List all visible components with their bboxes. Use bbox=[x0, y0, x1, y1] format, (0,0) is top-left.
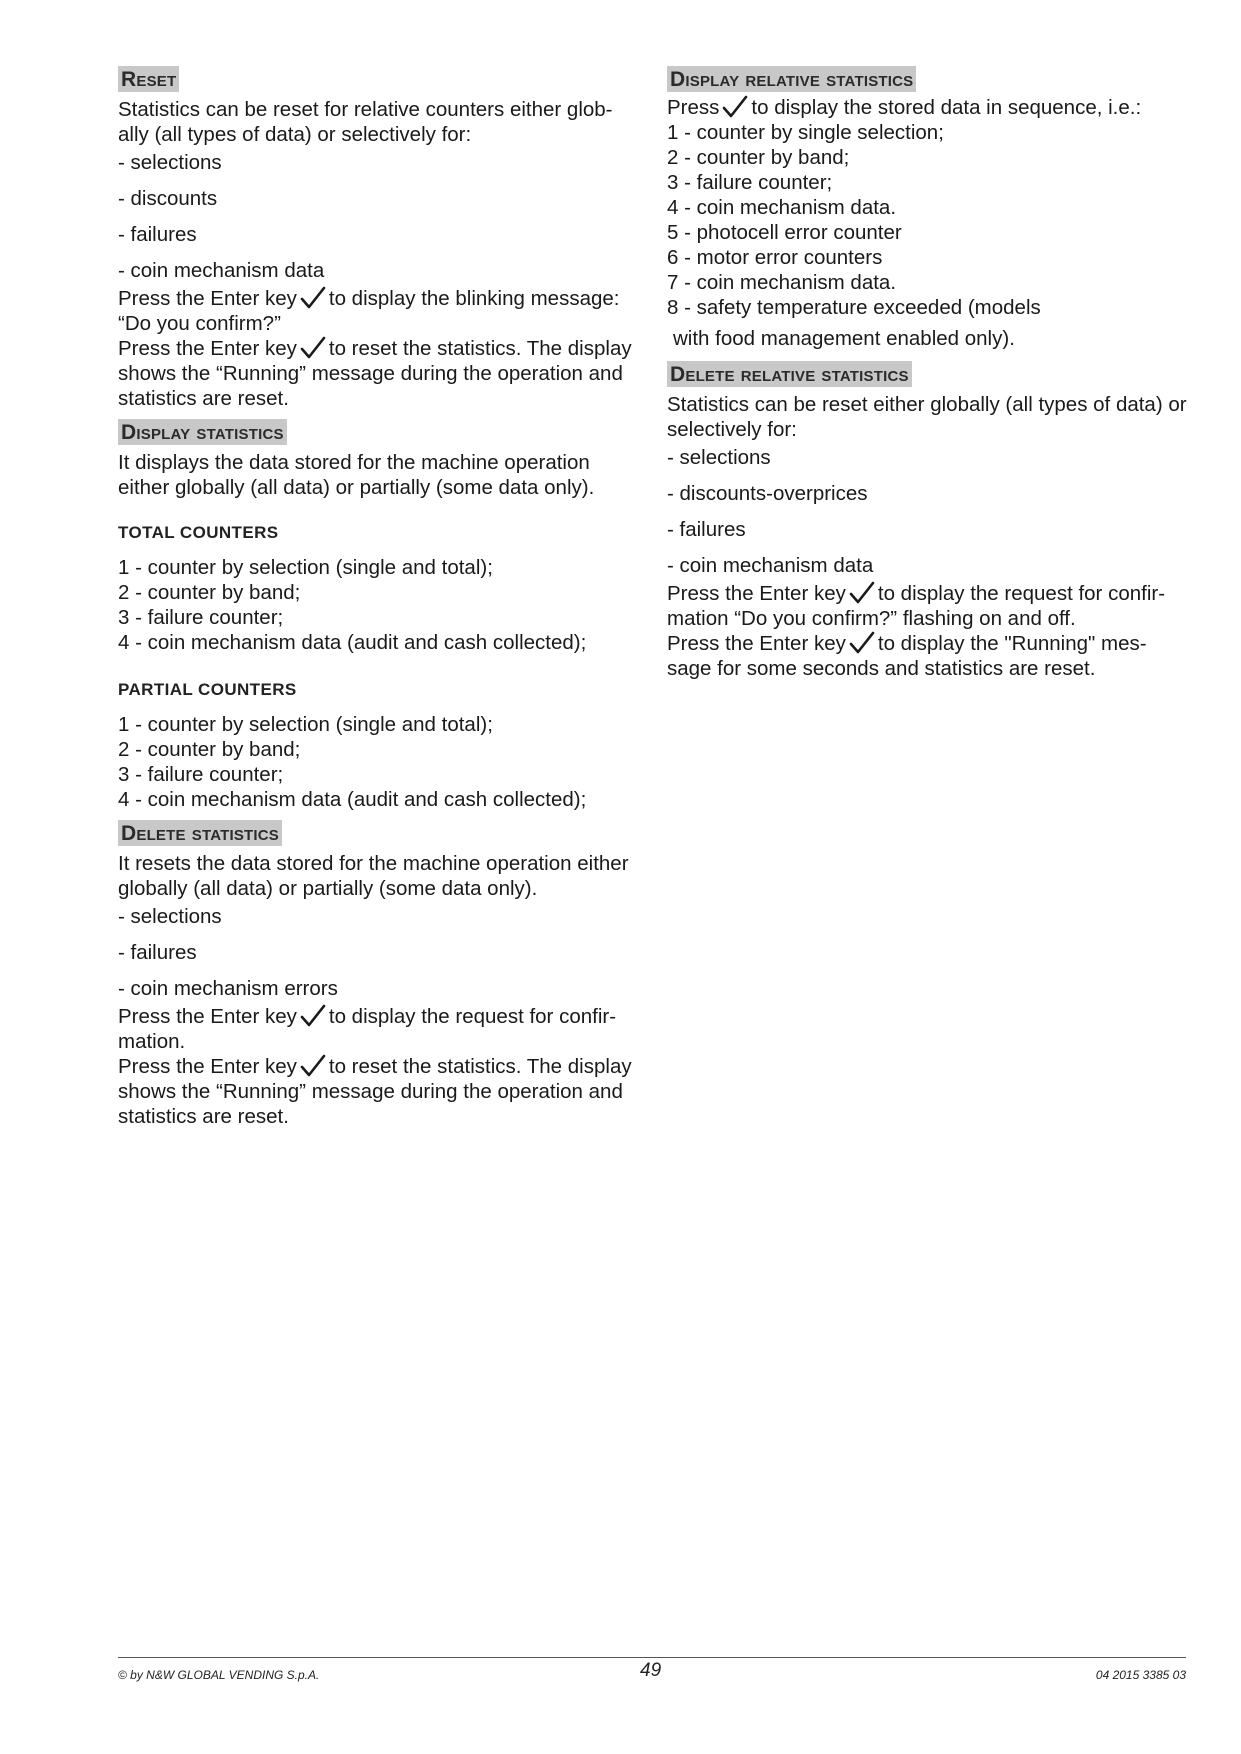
display-intro: It displays the data stored for the machine operation either globally (all data) or partially (some data only). bbox=[118, 451, 595, 499]
list-item: 3 - failure counter; bbox=[667, 171, 833, 194]
delete-relative-confirm-paragraph bbox=[667, 581, 1187, 631]
checkmark-icon bbox=[722, 95, 748, 119]
reset-run-paragraph bbox=[118, 336, 638, 411]
text: to reset the statistics. The display shows the “Running” message during the operation and statistics are reset. bbox=[118, 337, 632, 410]
text: to display the request for confir-mation “Do you confirm?” flashing on and off. bbox=[667, 582, 1166, 630]
list-item: - discounts-overprices bbox=[667, 482, 868, 505]
text: to display the stored data in sequence, i.e.: bbox=[751, 96, 1142, 119]
list-item: 7 - coin mechanism data. bbox=[667, 271, 897, 294]
delete-confirm-paragraph bbox=[118, 1004, 638, 1054]
list-item: - failures bbox=[667, 518, 746, 541]
list-item: - selections bbox=[667, 446, 771, 469]
list-item: - coin mechanism data bbox=[667, 554, 874, 577]
text: to display the blinking message: “Do you confirm?” bbox=[118, 287, 620, 335]
list-item: 1 - counter by selection (single and total); bbox=[118, 556, 493, 579]
list-item: 4 - coin mechanism data (audit and cash collected); bbox=[118, 788, 587, 811]
list-item: 6 - motor error counters bbox=[667, 246, 883, 269]
list-item: - selections bbox=[118, 151, 222, 174]
delete-relative-running-paragraph bbox=[667, 631, 1187, 681]
delete-statistics-heading: Delete statistics bbox=[118, 820, 282, 846]
list-item: 8 - safety temperature exceeded (models bbox=[667, 296, 1041, 319]
text: Press the Enter key bbox=[118, 287, 297, 310]
list-item: 3 - failure counter; bbox=[118, 763, 284, 786]
reset-intro: Statistics can be reset for relative counters either glob-ally (all types of data) or selectively for: bbox=[118, 98, 613, 146]
text: to display the request for confir-mation. bbox=[118, 1005, 617, 1053]
list-item: - failures bbox=[118, 941, 197, 964]
list-item: 3 - failure counter; bbox=[118, 606, 284, 629]
reset-heading: Reset bbox=[118, 66, 179, 92]
left-column bbox=[118, 66, 638, 1129]
right-column bbox=[667, 66, 1187, 681]
checkmark-icon bbox=[849, 581, 875, 605]
document-code: 04 2015 3385 03 bbox=[1095, 1668, 1186, 1682]
text: Press the Enter key bbox=[667, 632, 846, 655]
list-item: - failures bbox=[118, 223, 197, 246]
list-item: 5 - photocell error counter bbox=[667, 221, 902, 244]
checkmark-icon bbox=[849, 631, 875, 655]
checkmark-icon bbox=[300, 336, 326, 360]
delete-intro: It resets the data stored for the machine operation either globally (all data) or partially (some data only). bbox=[118, 852, 629, 900]
checkmark-icon bbox=[300, 1004, 326, 1028]
text: Press the Enter key bbox=[118, 1055, 297, 1078]
display-relative-statistics-heading: Display relative statistics bbox=[667, 66, 916, 92]
page-number: 49 bbox=[640, 1660, 662, 1681]
partial-counters-title: PARTIAL COUNTERS bbox=[118, 680, 297, 699]
text: Press the Enter key bbox=[118, 337, 297, 360]
checkmark-icon bbox=[300, 286, 326, 310]
list-item: 2 - counter by band; bbox=[118, 738, 301, 761]
text: Press the Enter key bbox=[118, 1005, 297, 1028]
text: Press the Enter key bbox=[667, 582, 846, 605]
display-statistics-heading: Display statistics bbox=[118, 419, 287, 445]
list-item: 1 - counter by single selection; bbox=[667, 121, 944, 144]
list-item: - discounts bbox=[118, 187, 218, 210]
delete-relative-statistics-heading: Delete relative statistics bbox=[667, 361, 912, 387]
display-relative-intro bbox=[667, 95, 1187, 120]
footer-divider bbox=[118, 1657, 1186, 1658]
list-item-continuation: with food management enabled only). bbox=[673, 327, 1015, 350]
checkmark-icon bbox=[300, 1054, 326, 1078]
text: Press bbox=[667, 96, 720, 119]
list-item: - selections bbox=[118, 905, 222, 928]
delete-relative-intro: Statistics can be reset either globally (all types of data) or selectively for: bbox=[667, 393, 1187, 441]
footer-copyright: © by N&W GLOBAL VENDING S.p.A. bbox=[118, 1668, 320, 1682]
text: to reset the statistics. The display shows the “Running” message during the operation and statistics are reset. bbox=[118, 1055, 632, 1128]
list-item: 2 - counter by band; bbox=[667, 146, 850, 169]
reset-confirm-paragraph bbox=[118, 286, 638, 336]
list-item: 1 - counter by selection (single and total); bbox=[118, 713, 493, 736]
delete-run-paragraph bbox=[118, 1054, 638, 1129]
list-item: 2 - counter by band; bbox=[118, 581, 301, 604]
text: to display the "Running" mes-sage for some seconds and statistics are reset. bbox=[667, 632, 1147, 680]
total-counters-title: TOTAL COUNTERS bbox=[118, 523, 279, 542]
list-item: 4 - coin mechanism data (audit and cash collected); bbox=[118, 631, 587, 654]
list-item: - coin mechanism errors bbox=[118, 977, 338, 1000]
list-item: - coin mechanism data bbox=[118, 259, 325, 282]
list-item: 4 - coin mechanism data. bbox=[667, 196, 897, 219]
